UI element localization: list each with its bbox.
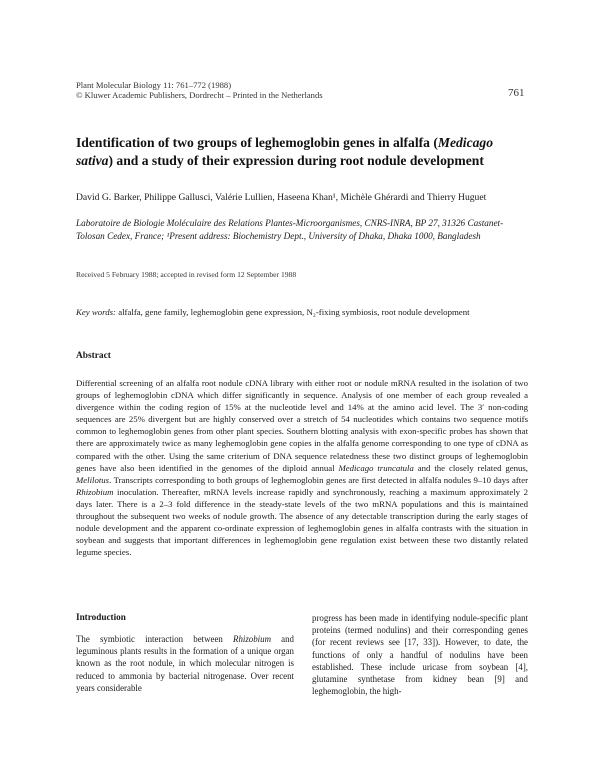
intro-left-b: and leguminous plants results in the formation of a unique organ known as the root nodule, in which molecular nitrogen is reduced to ammonia by bacterial nitrogenase. Over recent years considerable [76,634,294,693]
page-number: 761 [508,87,525,99]
abstract-bacterium: Rhizobium [76,486,114,497]
received-date: Received 5 February 1988; accepted in revised form 12 September 1988 [76,270,297,279]
abstract-text-g: inoculation. Thereafter, mRNA levels increase rapidly and synchronously, reaching a maximum approximately 2 days later. There is a 2–3 fold difference in the steady-state levels of the two mRNA populations and this is maintained throughout the subsequent two weeks of nodule growth. The absence of any detectable transcription during the early stages of nodule development and the apparent co-ordinate expression of leghemoglobin genes in alfalfa contrasts with the situation in soybean and suggests that important differences in leghemoglobin gene regulation exist between these two distantly related legume species. [76,486,528,558]
intro-left-a: The symbiotic interaction between [76,634,234,644]
abstract-genus: Melilotus [76,474,110,485]
abstract-species-1: Medicago truncatula [338,462,414,473]
journal-citation [76,80,323,100]
abstract-text-a: Differential screening of an alfalfa root nodule cDNA library with either root or nodule mRNA resulted in the isolation of two groups of leghemoglobin cDNA which differ significantly in sequence. Analysis of one member of each group revealed a divergence within the coding region of 15% at the nucleotide level and 14% at the amino acid level. The 3′ non-coding sequences are 25% divergent but are highly conserved over a stretch of 54 nucleotides which contains two sequence motifs common to leghemoglobin genes from other plant species. Southern blotting analysis with exon-specific probes has shown that there are approximately twice as many leghemoglobin gene copies in the alfalfa genome corresponding to one type of cDNA as compared with the other. Using the same criterium of DNA sequence relatedness these two distinct groups of leghemoglobin genes have also been identified in the genomes of the diploid annual [76,378,528,473]
introduction-right-column: progress has been made in identifying nodule-specific plant proteins (termed nodulins) and their corresponding genes (for recent reviews see [17, 33]). However, to date, the functions of only a handful of nodulins have been established. These include uricase from soybean [4], glutamine synthetase from kidney bean [9] and leghemoglobin, the high- [312,613,528,697]
abstract-text-c: and the closely related genus, [413,462,528,473]
author-list: David G. Barker, Philippe Gallusci, Valérie Lullien, Haseena Khan¹, Michèle Ghérardi and Thierry Huguet [76,192,487,203]
introduction-left-column [76,633,294,694]
keywords-text: alfalfa, gene family, leghemoglobin gene expression, N₂-fixing symbiosis, root nodule development [118,307,470,317]
journal-line-2: © Kluwer Academic Publishers, Dordrecht – Printed in the Netherlands [76,90,323,100]
introduction-heading: Introduction [76,612,126,622]
intro-left-italic: Rhizobium [233,634,271,644]
keywords [76,307,526,319]
abstract-text-e: . Transcripts corresponding to both groups of leghemoglobin genes are first detected in alfalfa nodules 9–10 days after [109,474,528,485]
abstract-body [76,377,528,558]
title-part-1: Identification of two groups of leghemoglobin genes in alfalfa ( [76,135,438,150]
keywords-label: Key words: [76,307,116,317]
journal-line-1: Plant Molecular Biology 11: 761–772 (1988) [76,80,232,90]
article-title [76,134,526,170]
abstract-heading: Abstract [76,351,111,361]
affiliation: Laboratoire de Biologie Moléculaire des Relations Plantes-Microorganismes, CNRS-INRA, BP 27, 31326 Castanet-Tolosan Cedex, France; ¹Present address: Biochemistry Dept., University of Dhaka, Dhaka 1000, Bangladesh [76,218,504,241]
title-species: Medicago sativa [76,135,493,168]
title-part-2: ) and a study of their expression during root nodule development [108,153,484,168]
